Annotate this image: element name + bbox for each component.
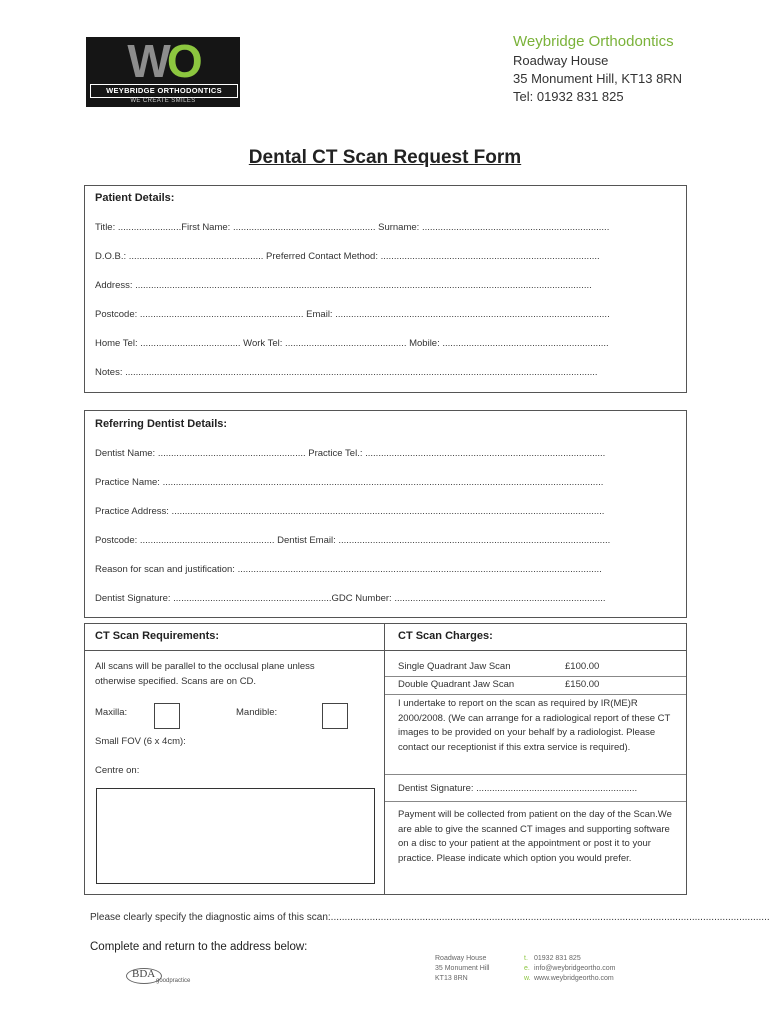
contact-phone: 01932 831 825 <box>534 955 581 962</box>
patient-notes-line[interactable]: Notes: ................................................................................................................................................................................... <box>95 367 598 378</box>
centre-on-label: Centre on: <box>95 765 140 776</box>
page-title: Dental CT Scan Request Form <box>248 147 522 168</box>
charges-divider <box>385 694 686 695</box>
centre-on-field[interactable] <box>96 788 375 884</box>
charge-item-name: Single Quadrant Jaw Scan <box>398 661 511 672</box>
logo-tagline: WE CREATE SMILES <box>130 98 196 104</box>
dentist-postcode-line[interactable]: Postcode: ................................................... Dentist Email: ....................................................................................................... <box>95 535 611 546</box>
patient-details-heading: Patient Details: <box>95 192 175 204</box>
heading-divider <box>84 650 686 651</box>
mandible-checkbox[interactable] <box>322 703 348 729</box>
charges-divider <box>385 774 686 775</box>
charge-item-price: £100.00 <box>565 661 600 672</box>
contact-website[interactable]: www.weybridgeortho.com <box>534 975 614 982</box>
requirements-text: All scans will be parallel to the occlusal plane unless otherwise specified. Scans are on CD. <box>95 661 315 687</box>
logo-letters: WO <box>127 35 199 87</box>
payment-text: Payment will be collected from patient on the day of the Scan.We are able to give the scanned CT images and supporting software on a disc to your patient at the appointment or post it to your practice. Please indicate which option you would prefer. <box>398 809 672 864</box>
logo-name: WEYBRIDGE ORTHODONTICS <box>90 84 238 98</box>
charges-heading: CT Scan Charges: <box>398 630 493 642</box>
maxilla-checkbox[interactable] <box>154 703 180 729</box>
referring-dentist-heading: Referring Dentist Details: <box>95 418 228 430</box>
patient-postcode-line[interactable]: Postcode: .............................................................. Email: ........................................................................................................ <box>95 309 610 320</box>
column-divider <box>384 623 385 895</box>
scan-reason-line[interactable]: Reason for scan and justification: .......................................................................................................................................... <box>95 564 602 575</box>
company-name: Weybridge Orthodontics <box>513 33 674 50</box>
complete-return-text: Complete and return to the address below: <box>90 941 308 953</box>
patient-title-line[interactable]: Title: ........................First Name: ...................................................... Surname: ....................................................................... <box>95 222 610 233</box>
bda-logo: BDA goodpractice <box>126 966 202 988</box>
dentist-name-line[interactable]: Dentist Name: ........................................................ Practice Tel.: ........................................................................................... <box>95 448 606 459</box>
charges-signature-line[interactable]: Dentist Signature: ............................................................. <box>398 783 638 794</box>
undertake-text: I undertake to report on the scan as required by IR(ME)R 2000/2008. (We can arrange for a radiological report of these CT images to be provided on your behalf by a radiologist. Please contact our receptionist if this extra service is required). <box>398 698 671 753</box>
charge-item-name: Double Quadrant Jaw Scan <box>398 679 515 690</box>
logo <box>86 37 240 107</box>
contact-label: t. <box>524 955 528 962</box>
diagnostic-aims-line[interactable]: Please clearly specify the diagnostic aims of this scan:.............................................................................................................................................................. <box>90 912 770 923</box>
charge-item-price: £150.00 <box>565 679 600 690</box>
requirements-heading: CT Scan Requirements: <box>95 630 220 642</box>
charges-divider <box>385 801 686 802</box>
practice-address-line[interactable]: Practice Address: .................................................................................................................................................................... <box>95 506 605 517</box>
patient-address-line[interactable]: Address: ............................................................................................................................................................................. <box>95 280 592 291</box>
address-line: 35 Monument Hill, KT13 8RN <box>513 71 683 86</box>
contact-label: e. <box>524 965 530 972</box>
maxilla-label: Maxilla: <box>95 707 128 718</box>
practice-name-line[interactable]: Practice Name: ....................................................................................................................................................................... <box>95 477 604 488</box>
small-fov-label: Small FOV (6 x 4cm): <box>95 736 186 747</box>
footer-address: KT13 8RN <box>435 975 468 982</box>
footer-address: Roadway House <box>435 955 487 962</box>
contact-label: w. <box>524 975 531 982</box>
dentist-signature-line[interactable]: Dentist Signature: ............................................................GDC Number: ................................................................................ <box>95 593 606 604</box>
address-line: Roadway House <box>513 53 609 68</box>
footer-address: 35 Monument Hill <box>435 965 490 972</box>
contact-email[interactable]: info@weybridgeortho.com <box>534 965 616 972</box>
patient-dob-line[interactable]: D.O.B.: ................................................... Preferred Contact Method: ................................................................................... <box>95 251 600 262</box>
address-line: Tel: 01932 831 825 <box>513 89 624 104</box>
patient-phone-line[interactable]: Home Tel: ...................................... Work Tel: .............................................. Mobile: ............................................................... <box>95 338 609 349</box>
mandible-label: Mandible: <box>236 707 278 718</box>
